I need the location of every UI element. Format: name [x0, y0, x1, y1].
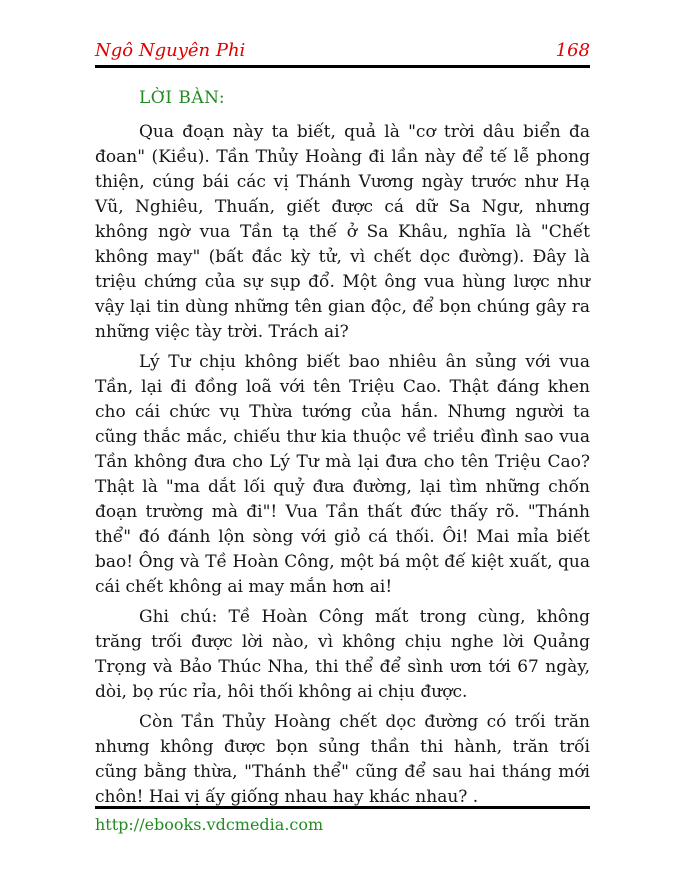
page-footer [95, 806, 590, 834]
header-rule-divider [95, 65, 590, 68]
body-paragraph-1: Qua đoạn này ta biết, quả là "cơ trời dâu biển đa đoan" (Kiều). Tần Thủy Hoàng đi lần này để tế lễ phong thiện, cúng bái các vị Thánh Vương ngày trước như Hạ Vũ, Nghiêu, Thuấn, giết được cá dữ Sa Ngư, nhưng không ngờ vua Tần tạ thế ở Sa Khâu, nghĩa là "Chết không may" (bất đắc kỳ tử, vì chết dọc đường). Đây là triệu chứng của sự sụp đổ. Một ông vua hùng lược như vậy lại tin dùng những tên gian độc, để bọn chúng gây ra những việc tày trời. Trách ai? [95, 122, 590, 342]
section-heading: LỜI BÀN: [139, 88, 226, 108]
header-page-number: 168 [555, 40, 590, 61]
body-paragraph-4: Còn Tần Thủy Hoàng chết dọc đường có trối trăn nhưng không được bọn sủng thần thi hành, trăn trối cũng bằng thừa, "Thánh thể" cũng để sau hai tháng mới chôn! Hai vị ấy giống nhau hay khác nhau? . [95, 712, 590, 807]
header-row [95, 40, 590, 65]
footer-url-link[interactable]: http://ebooks.vdcmedia.com [95, 815, 324, 834]
body-paragraph-3: Ghi chú: Tề Hoàn Công mất trong cùng, không trăng trối được lời nào, vì không chịu nghe lời Quảng Trọng và Bảo Thúc Nha, thi thể để sình ươn tới 67 ngày, dòi, bọ rúc rỉa, hôi thối không ai chịu được. [95, 607, 590, 702]
page-header [95, 40, 590, 68]
footer-rule-divider [95, 806, 590, 809]
page-body [95, 78, 590, 815]
body-paragraph-2: Lý Tư chịu không biết bao nhiêu ân sủng với vua Tần, lại đi đồng loã với tên Triệu Cao. Thật đáng khen cho cái chức vụ Thừa tướng của hắn. Nhưng người ta cũng thắc mắc, chiếu thư kia thuộc về triều đình sao vua Tần không đưa cho Lý Tư mà lại đưa cho tên Triệu Cao? Thật là "ma dắt lối quỷ đưa đường, lại tìm những chốn đoạn trường mà đi"! Vua Tần thất đức thấy rõ. "Thánh thể" đó đánh lộn sòng với giỏ cá thối. Ôi! Mai mỉa biết bao! Ông và Tề Hoàn Công, một bá một đế kiệt xuất, qua cái chết không ai may mắn hơn ai! [95, 352, 590, 597]
header-author: Ngô Nguyên Phi [95, 40, 246, 61]
